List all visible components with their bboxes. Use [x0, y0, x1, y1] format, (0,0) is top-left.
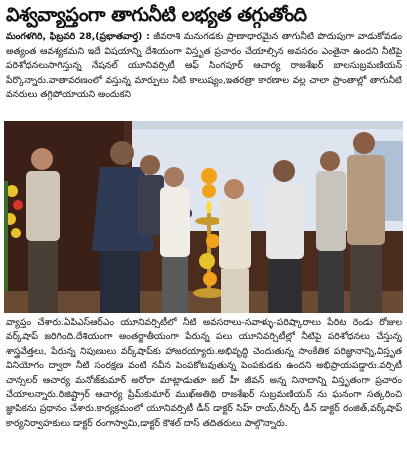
article-photo [4, 121, 403, 313]
article-intro-text: జీవరాశి మనుగడకు ప్రాణాధారమైన తాగునీటి పొదుపుగా వాడుకోవడం అత్యంత ఆవశ్యకమని ఇదే విషయాన్ని దేశియంగా విస్తృత ప్రచారం చేయాల్సిన అవసరం ఎంతైనా ఉందని నీటిపై పరిశోధనలుసాగిస్తున్న నేషనల్ యూనివర్సిటీ ఆఫ్ సింగపూర్ ఆచార్య రాజశేఖర్ బాలసుబ్రమణియన్ పేర్కొన్నారు.వాతావరణంలో వస్తున్న మార్పులు నీటి కాలుష్యం,ఇతరత్రా కారణాల వల్ల చాలా ప్రాంతాల్లో తాగునీటి వనరులు తగ్గిపోయాయని అందుకని [6, 31, 402, 100]
article-body: వ్యాప్తం చేశారు.ఏపిఎస్‌ఆర్‌ఎం యూనివర్సిటీలో నీటి అవసరాలు-సవాళ్ళు-పరిష్కారాలు పేరిట రెండు రోజుల వర్క్‌షాప్ జరిగింది.దేశియంగా అంతర్జాతీయంగా పేరున్న పలు యూనివర్సిటీల్లో నీటిపై పరిశోధనలు చేస్తున్న శాస్త్రవేత్తలు, పేరున్న నిపుణులు వర్క్‌షాప్‌కు హాజరయ్యారు.అభివృద్ధి చెందుతున్న సాంకేతిక పరిజ్ఞానాన్ని,విస్తృత వినియోగం ద్వారా నీటి సంరక్షణ వంటి నవీన పెంపకోటవుతున్న పెంపకుడకు ఉందని అభిప్రాయపడ్డారు.వర్సిటీ చాన్సలర్ ఆచార్య మనోజ్‌కుమార్ అరోరా మాట్లాడుతూ జల్ హీ జీవన్ అన్న నినాదాన్ని విస్తృతంగా ప్రచారం చేయాలన్నారు.రిజిష్ట్రార్ ఆచార్య ప్రేమ్‌కుమార్ ముఖ్‌అతిథి రాజశేఖర్ సుబ్రమణియన్‌ ను ఘనంగా సత్కరించి జ్ఞాపికను ప్రధానం చేశారు.కార్యక్రమంలో యూనివర్సిటీ డీన్ డాక్టర్ సిహ్ రాయ్,రీసెర్చ్ డీన్ డాక్టర్ రంజిత్,వర్క్‌షాప్ కార్యనిర్వాహకులు డాక్టర్ రంగాస్వామి,డాక్టర్ కౌశల్ దాస్ తదితరులు పాల్గొన్నారు. [6, 317, 402, 429]
lamp-lighting-ceremony-photo [4, 121, 403, 313]
article-dateline: మంగళగిరి, ఫిబ్రవరి 28,(ప్రభాతవార్త) : [6, 31, 150, 42]
article-headline: విశ్వవ్యాప్తంగా తాగునీటి లభ్యత తగ్గుతోంది [6, 4, 307, 26]
article-intro [6, 30, 402, 118]
